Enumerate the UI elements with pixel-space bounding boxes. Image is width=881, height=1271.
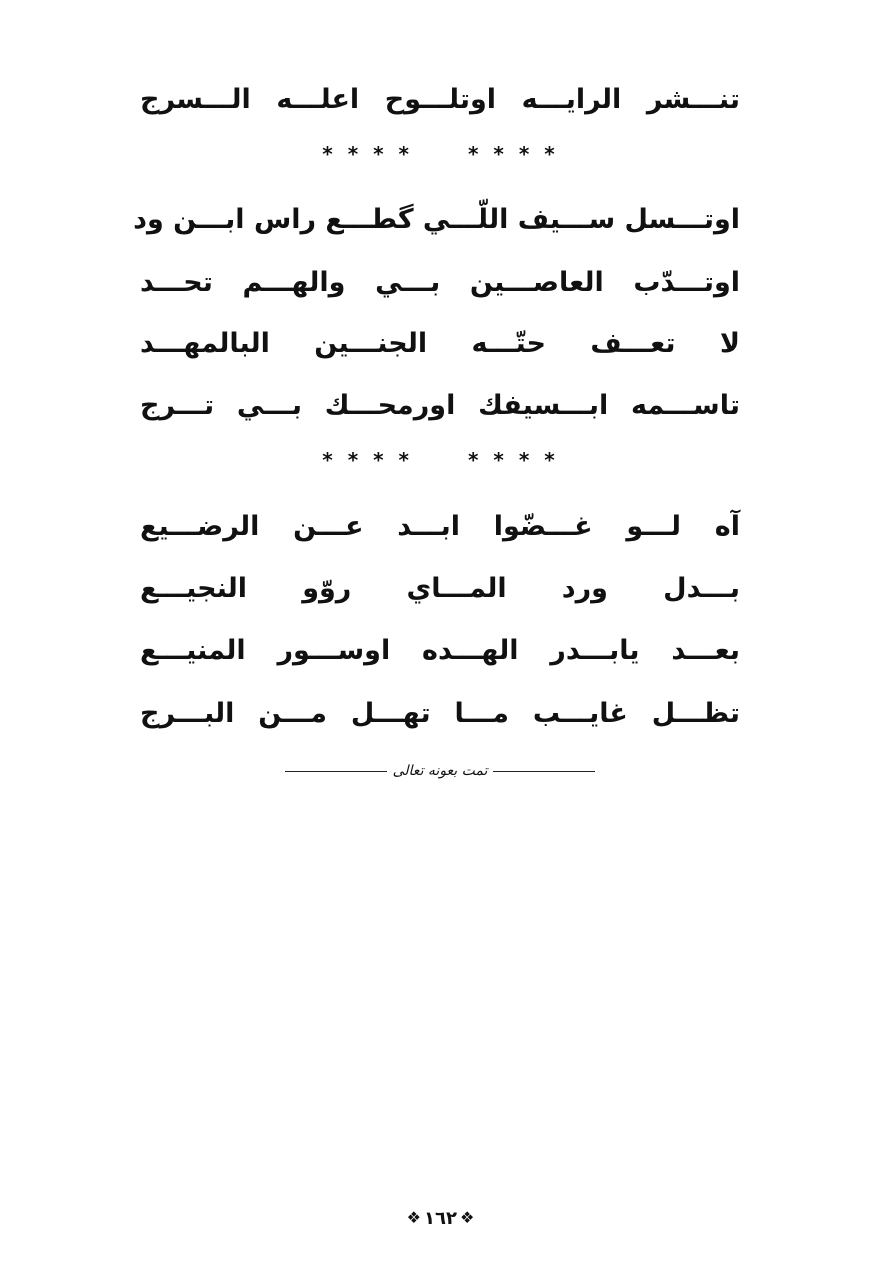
separator-stars: * * * * bbox=[322, 142, 414, 166]
separator-stars: * * * * bbox=[467, 448, 559, 472]
colophon-rule bbox=[493, 771, 595, 772]
page-number-value: ١٦٢ bbox=[424, 1207, 457, 1229]
colophon-rule bbox=[285, 771, 387, 772]
verse-line: اوتـــدّب العاصـــين بـــي والهـــم تحـــد bbox=[140, 267, 740, 298]
stanza-separator bbox=[0, 448, 881, 472]
ornament-icon: ❖ bbox=[406, 1208, 422, 1227]
verse-line: بعـــد يابـــدر الهـــده اوســـور المنيـــع bbox=[140, 635, 740, 666]
verse-line: تنـــشر الرايـــه اوتلـــوح اعلـــه الـــسرج bbox=[140, 84, 740, 115]
stanza-separator bbox=[0, 142, 881, 166]
colophon bbox=[285, 758, 595, 784]
verse-line: تظـــل غايـــب مـــا تهـــل مـــن البـــرج bbox=[140, 698, 740, 729]
verse-line: آه لـــو غـــضّوا ابـــد عـــن الرضـــيع bbox=[140, 511, 740, 542]
separator-stars: * * * * bbox=[322, 448, 414, 472]
ornament-icon: ❖ bbox=[459, 1208, 475, 1227]
separator-stars: * * * * bbox=[467, 142, 559, 166]
verse-line: لا تعـــف حتّـــه الجنـــين البالمهـــد bbox=[140, 328, 740, 359]
colophon-text: تمت بعونه تعالى bbox=[392, 763, 488, 779]
verse-line: بـــدل ورد المـــاي روّو النجيـــع bbox=[140, 573, 740, 604]
verse-line: اوتـــسل ســـيف اللّـــي گطـــع راس ابـــن ود bbox=[133, 204, 740, 235]
page-number bbox=[0, 1204, 881, 1232]
verse-line: تاســـمه ابـــسيفك اورمحـــك بـــي تـــرج bbox=[140, 390, 740, 421]
